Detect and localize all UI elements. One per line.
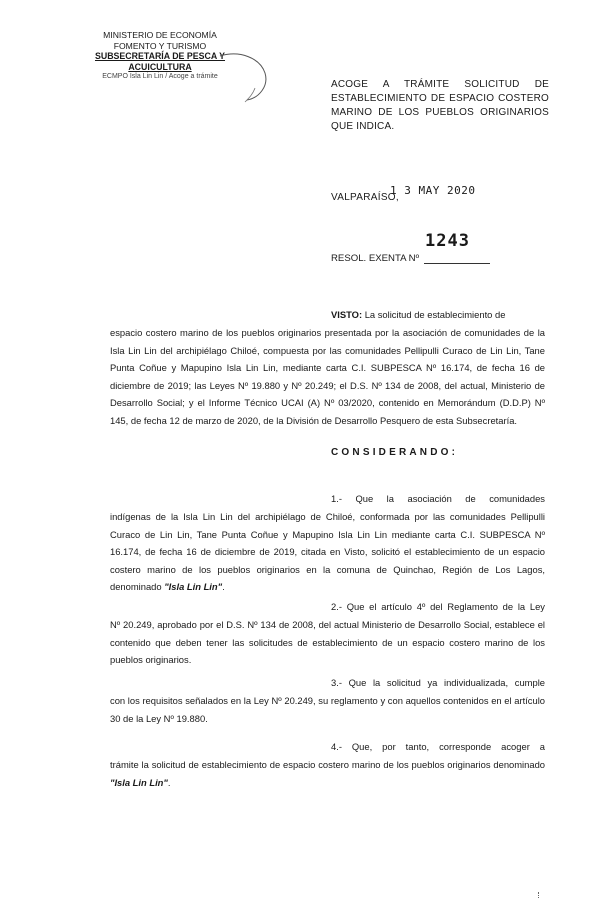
visto-label: VISTO: <box>331 309 363 320</box>
ministry-name: MINISTERIO DE ECONOMÍA <box>103 30 217 40</box>
subsecretaria-name: SUBSECRETARÍA DE PESCA Y ACUICULTURA <box>94 51 226 72</box>
resolution-number: 1243 <box>425 231 470 251</box>
document-subject: ACOGE A TRÁMITE SOLICITUD DE ESTABLECIMIENTO DE ESPACIO COSTERO MARINO DE LOS PUEBLOS ORIGINARIOS QUE INDICA. <box>331 79 549 132</box>
initial-signature <box>215 48 275 108</box>
considerando-4-text: trámite la solicitud de establecimiento de espacio costero marino de los pueblos originarios denominado <box>110 759 545 770</box>
considerando-2-body: Nº 20.249, aprobado por el D.S. Nº 134 de 2008, del actual Ministerio de Desarrollo Social, establece el contenido que deben tener las solicitudes de establecimiento de un espacio costero marino de los pueblos originarios. <box>110 619 545 666</box>
resolution-line <box>331 231 561 265</box>
place-label: VALPARAÍSO, <box>331 192 399 203</box>
considerando-1-ecmpo-name: "Isla Lin Lin" <box>164 581 223 593</box>
date-stamp: 1 3 MAY 2020 <box>390 184 476 197</box>
considerando-3-first-line: 3.- Que la solicitud ya individualizada, cumple <box>331 677 545 688</box>
considerando-1-first-line: 1.- Que la asociación de comunidades <box>331 493 545 504</box>
resolution-underline <box>424 263 490 264</box>
ministry-name-2: FOMENTO Y TURISMO <box>113 40 207 51</box>
visto-first-line <box>331 306 545 324</box>
file-reference: ECMPO Isla Lin Lin / Acoge a trámite <box>102 73 218 80</box>
considerando-1-end: . <box>222 581 225 593</box>
considerando-4-body <box>110 756 545 791</box>
visto-body: espacio costero marino de los pueblos originarios presentada por la asociación de comunidades de la Isla Lin Lin del archipiélago Chiloé, compuesta por las comunidades Pellipulli Curaco de Lin Lin, Tane Punta Coñue y Mapupino Isla Lin Lin, mediante carta C.I. SUBPESCA Nº 16.174, de fecha 16 de diciembre de 2019; las Leyes Nº 19.880 y Nº 20.249; el D.S. Nº 134 de 2008, del actual, Ministerio de Desarrollo Social; y el Informe Técnico UCAI (A) Nº 03/2020, contenido en Memorándum (D.D.P) Nº 145, de fecha 12 de marzo de 2020, de la División de Desarrollo Pesquero de esta Subsecretaría. <box>110 327 545 426</box>
visto-line-1: La solicitud de establecimiento de <box>364 309 506 320</box>
considerando-2-first-line: 2.- Que el artículo 4º del Reglamento de la Ley <box>331 601 545 612</box>
considerando-1-text: indígenas de la Isla Lin Lin del archipiélago de Chiloé, conformada por las comunidades Pellipulli Curaco de Lin Lin, Tane Punta Coñue y Mapupino Isla Lin Lin mediante carta C.I. SUBPESCA Nº 16.174, de fecha 16 de diciembre de 2019, citada en Visto, solicitó el establecimiento de un espacio costero marino de los pueblos originarios en la comuna de Quinchao, Región de Los Lagos, denominado <box>110 511 545 593</box>
considerando-1-body <box>110 508 545 596</box>
scan-mark <box>538 892 541 898</box>
considerando-4-ecmpo-name: "Isla Lin Lin" <box>110 776 168 788</box>
considerando-3-body: con los requisitos señalados en la Ley Nº 20.249, su reglamento y con aquellos contenidos en el artículo 30 de la Ley Nº 19.880. <box>110 695 545 724</box>
considerando-title: CONSIDERANDO: <box>331 447 459 458</box>
considerando-4-first-line: 4.- Que, por tanto, corresponde acoger a <box>331 741 545 752</box>
place-date-line <box>331 184 561 207</box>
resolution-label: RESOL. EXENTA Nº <box>331 253 420 264</box>
considerando-4-end: . <box>167 776 171 788</box>
